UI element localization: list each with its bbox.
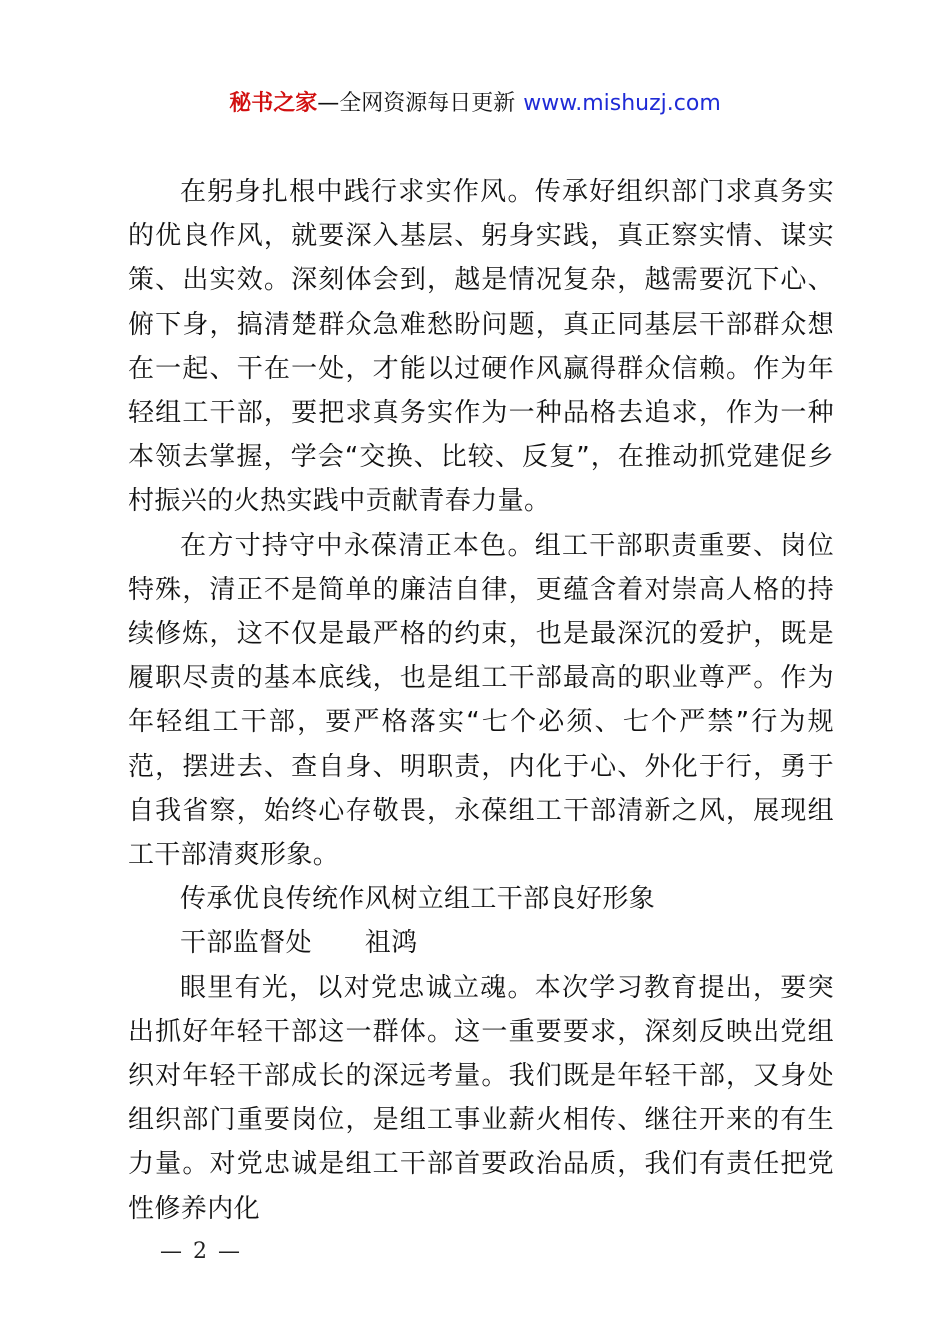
- header-url[interactable]: www.mishuzj.com: [523, 91, 721, 116]
- header-tagline: —全网资源每日更新: [317, 91, 516, 116]
- paragraph-loyalty: 眼里有光，以对党忠诚立魂。本次学习教育提出，要突出抓好年轻干部这一群体。这一重要要求，深刻反映出党组织对年轻干部成长的深远考量。我们既是年轻干部，又身处组织部门重要岗位，是组工事业薪火相传、继往开来的有生力量。对党忠诚是组工干部首要政治品质，我们有责任把党性修养内化: [128, 972, 834, 1224]
- page-number: — 2 —: [160, 1239, 242, 1264]
- document-body: [128, 170, 834, 1231]
- paragraph-practice: 在躬身扎根中践行求实作风。传承好组织部门求真务实的优良作风，就要深入基层、躬身实践，真正察实情、谋实策、出实效。深刻体会到，越是情况复杂，越需要沉下心、俯下身，搞清楚群众急难愁盼问题，真正同基层干部群众想在一起、干在一处，才能以过硬作风赢得群众信赖。作为年轻组工干部，要把求真务实作为一种品格去追求，作为一种本领去掌握，学会“交换、比较、反复”，在推动抓党建促乡村振兴的火热实践中贡献青春力量。: [128, 177, 834, 517]
- article-title: 传承优良传统作风树立组工干部良好形象: [180, 884, 656, 915]
- page-header: [0, 88, 950, 120]
- article-author: 干部监督处 祖鸿: [180, 928, 418, 959]
- brand-name: 秘书之家: [229, 91, 318, 116]
- paragraph-integrity: 在方寸持守中永葆清正本色。组工干部职责重要、岗位特殊，清正不是简单的廉洁自律，更蕴含着对崇高人格的持续修炼，这不仅是最严格的约束，也是最深沉的爱护，既是履职尽责的基本底线，也是组工干部最高的职业尊严。作为年轻组工干部，要严格落实“七个必须、七个严禁”行为规范，摆进去、查自身、明职责，内化于心、外化于行，勇于自我省察，始终心存敬畏，永葆组工干部清新之风，展现组工干部清爽形象。: [128, 530, 834, 871]
